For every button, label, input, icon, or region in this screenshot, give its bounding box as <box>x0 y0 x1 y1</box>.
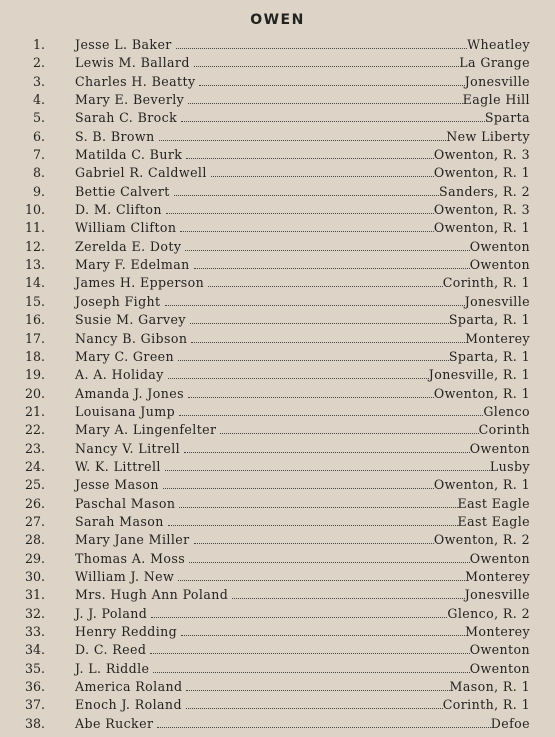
entry-number: 18. <box>24 348 45 364</box>
entry-line <box>75 256 530 274</box>
entry-line <box>75 109 530 127</box>
entry-number: 20. <box>24 385 45 401</box>
entry-line <box>75 293 530 311</box>
entry-name: W. K. Littrell <box>75 458 161 474</box>
list-item <box>0 293 555 311</box>
dot-leader <box>186 157 434 159</box>
entry-place: Glenco, R. 2 <box>447 605 530 621</box>
entry-name: D. C. Reed <box>75 642 147 658</box>
list-item <box>0 366 555 384</box>
dot-leader <box>166 212 434 214</box>
entry-place: Corinth <box>478 422 530 438</box>
dot-leader <box>181 634 465 636</box>
entry-place: Corinth, R. 1 <box>442 275 530 291</box>
entry-name: Lewis M. Ballard <box>75 55 190 71</box>
dot-leader <box>165 469 490 471</box>
entry-name: Bettie Calvert <box>75 183 170 199</box>
entry-name: Amanda J. Jones <box>75 385 184 401</box>
list-item <box>0 513 555 531</box>
entry-number: 8. <box>32 165 45 181</box>
entry-line <box>75 623 530 641</box>
dot-leader <box>190 322 449 324</box>
dot-leader <box>199 84 464 86</box>
entry-name: James H. Epperson <box>75 275 205 291</box>
entry-line <box>75 128 530 146</box>
entry-number: 25. <box>24 477 45 493</box>
dot-leader <box>181 120 485 122</box>
dot-leader <box>180 230 433 232</box>
list-item <box>0 440 555 458</box>
entry-place: Owenton, R. 1 <box>433 385 530 401</box>
entry-name: Jesse Mason <box>75 477 159 493</box>
dot-leader <box>211 175 434 177</box>
dot-leader <box>151 616 447 618</box>
entry-line <box>75 440 530 458</box>
list-item <box>0 201 555 219</box>
dot-leader <box>178 359 449 361</box>
entry-name: A. A. Holiday <box>75 367 164 383</box>
list-item <box>0 550 555 568</box>
entry-name: Paschal Mason <box>75 495 176 511</box>
entry-name: S. B. Brown <box>75 128 155 144</box>
entry-name: William J. New <box>75 568 175 584</box>
list-item <box>0 678 555 696</box>
entry-number: 36. <box>24 679 45 695</box>
entry-name: D. M. Clifton <box>75 202 162 218</box>
entry-line <box>75 586 530 604</box>
list-item <box>0 91 555 109</box>
entry-number: 12. <box>24 238 45 254</box>
entry-number: 30. <box>24 568 45 584</box>
entry-line <box>75 605 530 623</box>
list-item <box>0 73 555 91</box>
entry-number: 24. <box>24 458 45 474</box>
entry-number: 32. <box>24 605 45 621</box>
list-item <box>0 641 555 659</box>
entry-line <box>75 403 530 421</box>
entry-place: Mason, R. 1 <box>449 679 530 695</box>
entry-line <box>75 715 530 733</box>
entry-line <box>75 660 530 678</box>
entry-name: Gabriel R. Caldwell <box>75 165 207 181</box>
dot-leader <box>184 451 470 453</box>
entry-place: Owenton, R. 1 <box>433 477 530 493</box>
dot-leader <box>168 377 429 379</box>
entry-line <box>75 348 530 366</box>
entry-place: Owenton, R. 2 <box>433 532 530 548</box>
entry-place: Sparta <box>484 110 530 126</box>
entry-line <box>75 568 530 586</box>
name-list <box>0 36 555 733</box>
entry-line <box>75 330 530 348</box>
entry-line <box>75 73 530 91</box>
list-item <box>0 164 555 182</box>
entry-number: 5. <box>32 110 45 126</box>
entry-place: Owenton, R. 1 <box>433 220 530 236</box>
dot-leader <box>159 139 447 141</box>
list-item <box>0 476 555 494</box>
dot-leader <box>163 487 434 489</box>
entry-line <box>75 274 530 292</box>
entry-line <box>75 201 530 219</box>
list-item <box>0 256 555 274</box>
entry-name: Matilda C. Burk <box>75 147 183 163</box>
list-item <box>0 54 555 72</box>
entry-line <box>75 641 530 659</box>
entry-place: Monterey <box>465 330 530 346</box>
dot-leader <box>176 47 467 49</box>
list-item <box>0 421 555 439</box>
entry-line <box>75 421 530 439</box>
entry-number: 16. <box>24 312 45 328</box>
list-item <box>0 183 555 201</box>
list-item <box>0 311 555 329</box>
list-item <box>0 36 555 54</box>
entry-name: Thomas A. Moss <box>75 550 186 566</box>
entry-place: Lusby <box>489 458 530 474</box>
dot-leader <box>188 396 434 398</box>
entry-line <box>75 164 530 182</box>
entry-name: Zerelda E. Doty <box>75 238 182 254</box>
entry-name: Mary Jane Miller <box>75 532 190 548</box>
entry-place: East Eagle <box>457 495 530 511</box>
dot-leader <box>186 707 443 709</box>
list-item <box>0 219 555 237</box>
list-item <box>0 330 555 348</box>
entry-number: 13. <box>24 257 45 273</box>
entry-name: Mary F. Edelman <box>75 257 190 273</box>
list-item <box>0 568 555 586</box>
entry-line <box>75 458 530 476</box>
list-item <box>0 586 555 604</box>
entry-number: 14. <box>24 275 45 291</box>
list-item <box>0 348 555 366</box>
dot-leader <box>178 579 465 581</box>
entry-place: Sparta, R. 1 <box>448 312 530 328</box>
entry-place: New Liberty <box>446 128 530 144</box>
entry-place: Defoe <box>490 715 530 731</box>
entry-number: 3. <box>32 73 45 89</box>
dot-leader <box>194 542 434 544</box>
entry-line <box>75 385 530 403</box>
entry-name: William Clifton <box>75 220 177 236</box>
entry-line <box>75 36 530 54</box>
dot-leader <box>232 597 464 599</box>
entry-place: Owenton, R. 3 <box>433 202 530 218</box>
entry-number: 1. <box>32 37 45 52</box>
list-item <box>0 531 555 549</box>
dot-leader <box>208 285 443 287</box>
entry-number: 23. <box>24 440 45 456</box>
entry-place: Wheatley <box>467 37 530 52</box>
entry-name: Henry Redding <box>75 624 178 639</box>
entry-number: 4. <box>32 92 45 108</box>
entry-number: 38. <box>24 715 45 731</box>
entry-number: 9. <box>32 183 45 199</box>
dot-leader <box>189 561 470 563</box>
dot-leader <box>174 194 439 196</box>
list-item <box>0 128 555 146</box>
entry-place: Sparta, R. 1 <box>448 348 530 364</box>
entry-place: Owenton <box>469 238 530 254</box>
entry-name: Mary C. Green <box>75 348 175 364</box>
entry-name: Mary A. Lingenfelter <box>75 422 217 438</box>
list-item <box>0 696 555 714</box>
entry-name: Enoch J. Roland <box>75 697 182 713</box>
entry-number: 34. <box>24 642 45 658</box>
dot-leader <box>220 432 478 434</box>
entry-place: Jonesville <box>464 293 530 309</box>
entry-name: Susie M. Garvey <box>75 312 186 328</box>
dot-leader <box>168 524 458 526</box>
entry-number: 26. <box>24 495 45 511</box>
entry-place: Eagle Hill <box>462 92 530 108</box>
entry-place: Owenton <box>469 660 530 676</box>
entry-place: East Eagle <box>457 513 530 529</box>
list-item <box>0 385 555 403</box>
list-item <box>0 146 555 164</box>
list-item <box>0 403 555 421</box>
entry-place: Corinth, R. 1 <box>442 697 530 713</box>
entry-line <box>75 531 530 549</box>
list-item <box>0 238 555 256</box>
entry-number: 17. <box>24 330 45 346</box>
dot-leader <box>194 267 470 269</box>
entry-name: Abe Rucker <box>75 715 154 731</box>
entry-place: Owenton <box>469 550 530 566</box>
entry-name: J. J. Poland <box>75 605 148 621</box>
entry-number: 28. <box>24 532 45 548</box>
entry-number: 11. <box>24 220 45 236</box>
entry-number: 2. <box>32 55 45 71</box>
page-heading: OWEN <box>250 12 305 28</box>
entry-number: 22. <box>24 422 45 438</box>
entry-place: Monterey <box>465 568 530 584</box>
entry-name: Mrs. Hugh Ann Poland <box>75 587 229 603</box>
dot-leader <box>191 341 465 343</box>
entry-name: Nancy B. Gibson <box>75 330 188 346</box>
entry-number: 35. <box>24 660 45 676</box>
entry-name: America Roland <box>75 679 183 695</box>
entry-place: Jonesville, R. 1 <box>428 367 530 383</box>
entry-line <box>75 678 530 696</box>
dot-leader <box>194 65 459 67</box>
entry-number: 15. <box>24 293 45 309</box>
dot-leader <box>165 304 465 306</box>
dot-leader <box>150 652 469 654</box>
list-item <box>0 458 555 476</box>
entry-line <box>75 495 530 513</box>
entry-name: Joseph Fight <box>75 293 161 309</box>
entry-name: Charles H. Beatty <box>75 73 196 89</box>
entry-line <box>75 366 530 384</box>
entry-place: Owenton <box>469 257 530 273</box>
entry-place: Glenco <box>483 403 530 419</box>
entry-line <box>75 513 530 531</box>
entry-name: J. L. Riddle <box>75 660 150 676</box>
entry-number: 10. <box>24 202 45 218</box>
dot-leader <box>186 689 449 691</box>
dot-leader <box>179 506 457 508</box>
entry-line <box>75 550 530 568</box>
entry-place: Owenton <box>469 440 530 456</box>
entry-line <box>75 183 530 201</box>
list-item <box>0 715 555 733</box>
list-item <box>0 109 555 127</box>
entry-name: Louisana Jump <box>75 403 176 419</box>
entry-line <box>75 238 530 256</box>
dot-leader <box>153 671 469 673</box>
dot-leader <box>179 414 483 416</box>
entry-number: 7. <box>32 147 45 163</box>
list-item <box>0 605 555 623</box>
entry-place: Owenton, R. 1 <box>433 165 530 181</box>
list-item <box>0 495 555 513</box>
entry-number: 6. <box>32 128 45 144</box>
list-item <box>0 623 555 641</box>
dot-leader <box>157 726 490 728</box>
entry-place: Owenton <box>469 642 530 658</box>
entry-name: Jesse L. Baker <box>75 37 172 52</box>
entry-place: Monterey <box>465 624 530 639</box>
entry-line <box>75 146 530 164</box>
entry-name: Sarah C. Brock <box>75 110 178 126</box>
entry-line <box>75 54 530 72</box>
entry-number: 33. <box>24 624 45 639</box>
list-item <box>0 274 555 292</box>
dot-leader <box>185 249 469 251</box>
entry-number: 21. <box>24 403 45 419</box>
entry-name: Nancy V. Litrell <box>75 440 181 456</box>
entry-line <box>75 91 530 109</box>
entry-number: 19. <box>24 367 45 383</box>
entry-place: Jonesville <box>464 587 530 603</box>
entry-line <box>75 696 530 714</box>
entry-place: La Grange <box>459 55 530 71</box>
entry-number: 27. <box>24 513 45 529</box>
entry-line <box>75 219 530 237</box>
entry-place: Owenton, R. 3 <box>433 147 530 163</box>
entry-place: Jonesville <box>464 73 530 89</box>
entry-line <box>75 311 530 329</box>
entry-name: Mary E. Beverly <box>75 92 185 108</box>
entry-number: 37. <box>24 697 45 713</box>
list-item <box>0 660 555 678</box>
entry-number: 29. <box>24 550 45 566</box>
entry-place: Sanders, R. 2 <box>439 183 530 199</box>
entry-name: Sarah Mason <box>75 513 164 529</box>
entry-line <box>75 476 530 494</box>
dot-leader <box>188 102 462 104</box>
entry-number: 31. <box>24 587 45 603</box>
